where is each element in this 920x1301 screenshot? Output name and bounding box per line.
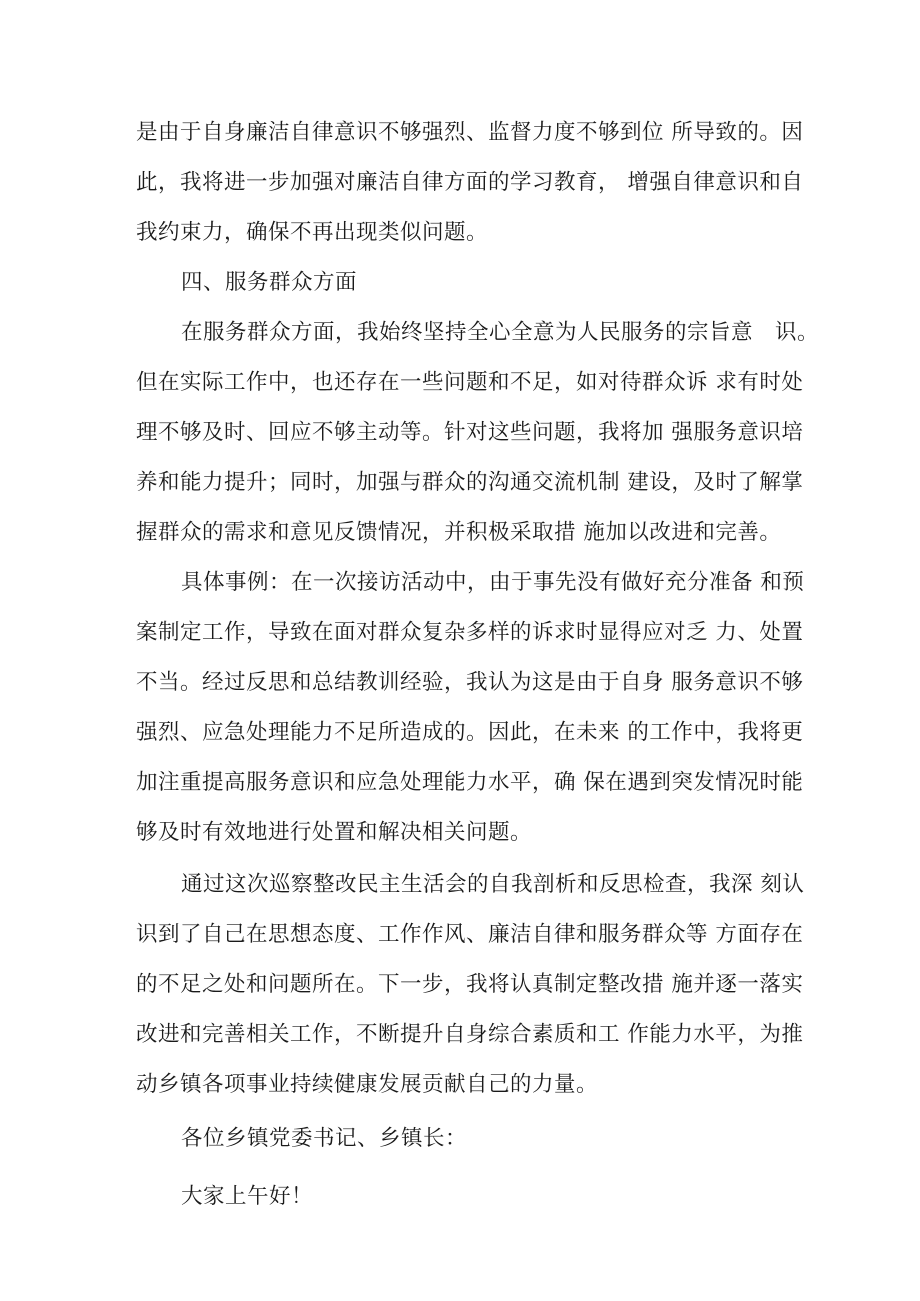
text-line: 的不足之处和问题所在。下一步，我将认真制定整改措 施并逐一落实 <box>136 972 804 997</box>
text-line: 是由于自身廉洁自律意识不够强烈、监督力度不够到位 所导致的。因 <box>136 120 804 145</box>
text-line: 动乡镇各项事业持续健康发展贡献自己的力量。 <box>136 1072 599 1097</box>
text-line: 改进和完善相关工作，不断提升自身综合素质和工 作能力水平，为推 <box>136 1022 804 1047</box>
text-line: 具体事例：在一次接访活动中，由于事先没有做好充分准备 和预 <box>181 570 805 595</box>
text-line: 但在实际工作中，也还存在一些问题和不足，如对待群众诉 求有时处 <box>136 370 804 395</box>
text-line: 不当。经过反思和总结教训经验，我认为这是由于自身 服务意识不够 <box>136 670 804 695</box>
text-line: 识到了自己在思想态度、工作作风、廉洁自律和服务群众等 方面存在 <box>136 922 804 947</box>
greeting: 大家上午好！ <box>181 1184 314 1209</box>
text-line: 案制定工作，导致在面对群众复杂多样的诉求时显得应对乏 力、处置 <box>136 620 804 645</box>
text-line: 此，我将进一步加强对廉洁自律方面的学习教育， 增强自律意识和自 <box>136 170 804 195</box>
text-line: 理不够及时、回应不够主动等。针对这些问题，我将加 强服务意识培 <box>136 420 804 445</box>
text-line: 我约束力，确保不再出现类似问题。 <box>136 220 489 245</box>
text-line: 在服务群众方面，我始终坚持全心全意为人民服务的宗旨意 识。 <box>181 320 820 345</box>
text-line: 养和能力提升；同时，加强与群众的沟通交流机制 建设，及时了解掌 <box>136 470 804 495</box>
text-line: 通过这次巡察整改民主生活会的自我剖析和反思检查，我深 刻认 <box>181 872 805 897</box>
text-line: 强烈、应急处理能力不足所造成的。因此，在未来 的工作中，我将更 <box>136 720 804 745</box>
text-line: 够及时有效地进行处置和解决相关问题。 <box>136 820 533 845</box>
section-heading: 四、服务群众方面 <box>181 270 358 295</box>
text-line: 握群众的需求和意见反馈情况，并积极采取措 施加以改进和完善。 <box>136 520 782 545</box>
text-line: 加注重提高服务意识和应急处理能力水平，确 保在遇到突发情况时能 <box>136 770 804 795</box>
salutation: 各位乡镇党委书记、乡镇长： <box>181 1126 468 1151</box>
